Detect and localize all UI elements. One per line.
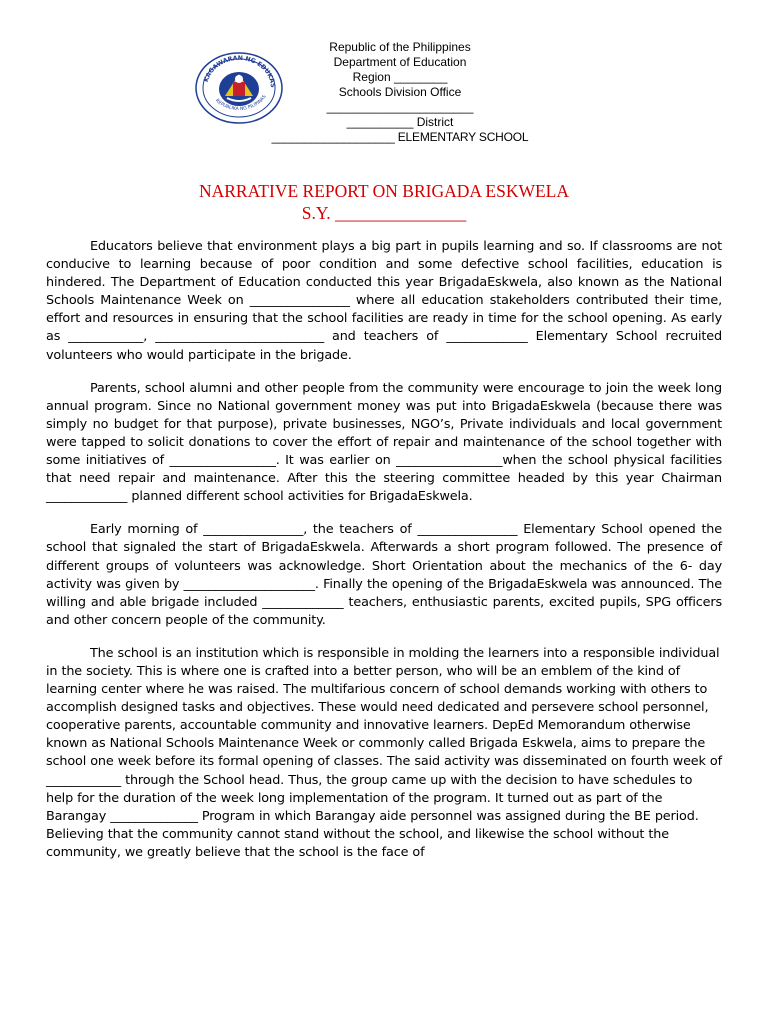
paragraph-2: Parents, school alumni and other people from the community were encourage to join the week long annual program. Since no National government money was put into BrigadaEskwela (because there was simply no budget for that purpose), private businesses, NGO’s, Private individuals and local government were tapped to solicit donations to cover the effort of repair and maintenance of the school together with some initiatives of _________________. It was earlier on _________________when the school physical facilities that need repair and maintenance. After this the steering committee headed by this year Chairman _____________ planned different school activities for BrigadaEskwela.	[46, 380, 722, 505]
header-blank-line: ______________________	[326, 100, 474, 114]
header-region: Region ________	[352, 70, 448, 84]
title-main: NARRATIVE REPORT ON BRIGADA ESKWELA	[198, 181, 570, 201]
header-department: Department of Education	[333, 55, 467, 69]
header-school-name: ___________________ ELEMENTARY SCHOOL	[271, 130, 529, 144]
paragraph-4: The school is an institution which is responsible in molding the learners into a responsible individual in the society. This is where one is crafted into a better person, who will be an emblem of the kind of learning center where he was raised. The multifarious concern of school demands working with others to accomplish designed tasks and objectives. These would need dedicated and persevere school personnel, cooperative parents, accountable community and innovative learners. DepEd Memorandum otherwise known as National Schools Maintenance Week or commonly called Brigada Eskwela, aims to prepare the school one week before its formal opening of classes. The said activity was disseminated on fourth week of ____________ through the School head. Thus, the group came up with the decision to have schedules to help for the duration of the week long implementation of the program. It turned out as part of the Barangay ______________ Program in which Barangay aide personnel was assigned during the BE period. Believing that the community cannot stand without the school, and likewise the school without the community, we greatly believe that the school is the face of	[46, 645, 722, 860]
header-district: __________ District	[346, 115, 454, 129]
title-school-year: S.Y. _______________	[301, 203, 467, 223]
paragraph-1: Educators believe that environment plays a big part in pupils learning and so. If classrooms are not conducive to learning because of poor condition and some defective school facilities, education is hindered. The Department of Education conducted this year BrigadaEskwela, also known as the National Schools Maintenance Week on ________________ where all education stakeholders contributed their time, effort and resources in ensuring that the school facilities are ready in time for the school opening. As early as ____________, ___________________________ and teachers of _____________ Elementary School recruited volunteers who would participate in the brigade.	[46, 239, 722, 363]
svg-text:REPUBLIKA NG PILIPINAS: REPUBLIKA NG PILIPINAS	[214, 94, 268, 113]
report-title	[0, 180, 768, 224]
header-republic: Republic of the Philippines	[329, 40, 471, 54]
letterhead	[230, 40, 570, 145]
report-body	[46, 238, 722, 877]
header-division-office: Schools Division Office	[338, 85, 462, 99]
paragraph-3: Early morning of ________________, the teachers of ________________ Elementary School opened the school that signaled the start of BrigadaEskwela. Afterwards a short program followed. The presence of different groups of volunteers was acknowledge. Short Orientation about the mechanics of the 6- day activity was given by _____________________. Finally the opening of the BrigadaEskwela was announced. The willing and able brigade included _____________ teachers, enthusiastic parents, excited pupils, SPG officers and other concern people of the community.	[46, 522, 722, 628]
svg-text:KAGAWARAN NG EDUKASYON: KAGAWARAN NG EDUKAS	[202, 54, 277, 89]
